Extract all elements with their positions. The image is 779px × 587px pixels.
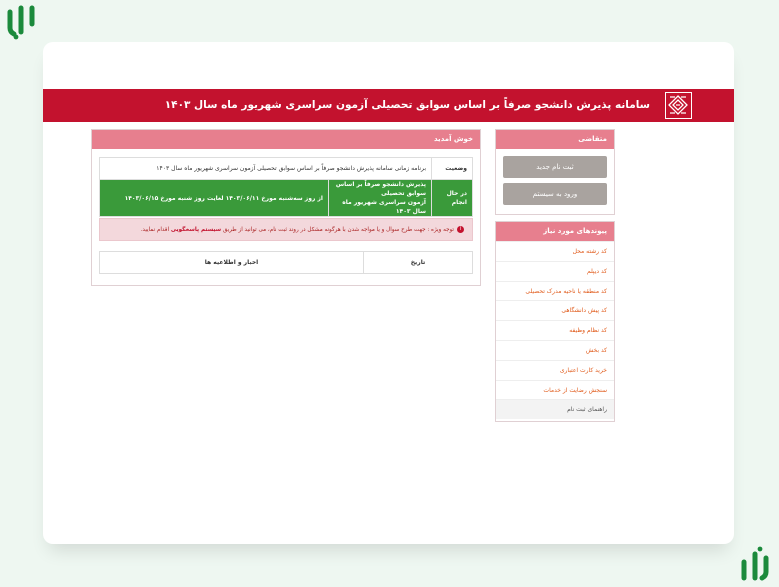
notice-suffix: اقدام نمایید.	[140, 227, 170, 233]
link-preuniversity-code[interactable]: کد پیش دانشگاهی	[496, 300, 614, 320]
welcome-panel	[91, 129, 481, 286]
site-title: سامانه پذیرش دانشجو صرفاً بر اساس سوابق تحصیلی آزمون سراسری شهریور ماه سال ۱۴۰۳	[164, 99, 650, 111]
info-icon: i	[457, 226, 464, 233]
schedule-item-title-line2: آزمون سراسری شهریور ماه سال ۱۴۰۳	[342, 199, 426, 215]
news-date-header: تاریخ	[364, 252, 473, 274]
stripes-decoration-icon	[4, 4, 40, 42]
link-district-code[interactable]: کد بخش	[496, 340, 614, 360]
login-button[interactable]: ورود به سیستم	[503, 183, 607, 205]
link-diploma-code[interactable]: کد دیپلم	[496, 261, 614, 281]
notice-text: توجه ویژه : جهت طرح سوال و یا مواجه شدن با هرگونه مشکل در روند ثبت نام، می توانید از طریق	[222, 227, 454, 233]
welcome-heading: خوش آمدید	[92, 130, 480, 149]
schedule-date-to: لغایت روز شنبه مورخ ۱۴۰۳/۰۶/۱۵	[124, 194, 224, 202]
link-military-code[interactable]: کد نظام وظیفه	[496, 320, 614, 340]
link-buy-credit-card[interactable]: خرید کارت اعتباری	[496, 360, 614, 380]
notice-alert	[99, 218, 473, 241]
status-label: وضعیت	[432, 158, 473, 180]
link-field-code[interactable]: کد رشته محل	[496, 241, 614, 261]
useful-links-panel	[495, 221, 615, 422]
schedule-item-title-line1: پذیرش دانشجو صرفاً بر اساس سوابق تحصیلی	[335, 181, 426, 197]
site-header-banner	[43, 89, 734, 122]
applicant-panel	[495, 129, 615, 215]
browser-window	[43, 42, 734, 544]
status-value: در حال انجام	[432, 180, 473, 217]
link-satisfaction-survey[interactable]: سنجش رضایت از خدمات	[496, 380, 614, 400]
link-region-code[interactable]: کد منطقه یا ناحیه مدرک تحصیلی	[496, 281, 614, 301]
schedule-caption: برنامه زمانی سامانه پذیرش دانشجو صرفاً بر اساس سوابق تحصیلی آزمون سراسری شهریور ماه سال ۱۴۰۳	[100, 158, 432, 180]
register-button[interactable]: ثبت نام جدید	[503, 156, 607, 178]
news-title-header: اخبار و اطلاعیه ها	[100, 252, 364, 274]
support-system-link[interactable]: سیستم پاسخگویی	[170, 227, 222, 233]
news-header-row	[100, 252, 473, 274]
stacked-rhombus-logo-icon	[666, 93, 690, 117]
schedule-item-title	[329, 180, 432, 217]
schedule-dates	[100, 180, 329, 217]
schedule-active-row	[100, 180, 473, 217]
news-table	[99, 251, 473, 274]
schedule-date-from: از روز سه‌شنبه مورخ ۱۴۰۳/۰۶/۱۱	[225, 194, 323, 202]
stripes-decoration-icon	[738, 544, 774, 582]
schedule-table	[99, 157, 473, 217]
link-registration-guide[interactable]: راهنمای ثبت نام	[496, 399, 614, 419]
schedule-header-row	[100, 158, 473, 180]
useful-links-heading: پیوندهای مورد نیاز	[496, 222, 614, 241]
applicant-heading: متقاضی	[496, 130, 614, 149]
site-logo[interactable]	[665, 92, 692, 119]
